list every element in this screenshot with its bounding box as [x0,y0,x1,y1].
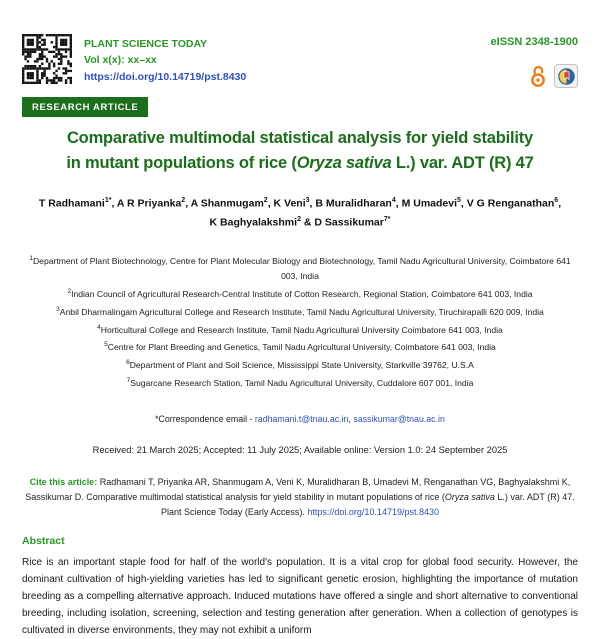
article-type-badge: RESEARCH ARTICLE [22,97,148,117]
affiliations-list [22,251,578,391]
volume-issue: Vol x(x): xx–xx [84,54,157,66]
eissn: eISSN 2348-1900 [490,36,578,48]
cite-text-before: Radhamani T, Priyanka AR, Shanmugam A, Veni K, Muralidharan B, Umadevi M, Renganathan VG, Baghyalakshmi K, Sassikumar D. Comparative multimodal statistical analysis for yield stability in mutant populations of rice ( [25,477,571,503]
affiliation-item: $^3$Anbil Dharmalingam Agricultural College and Research Institute, Tamil Nadu Agricultural University, Tiruchirapalli 620 009, India [56,305,544,317]
affiliation-item: $^4$Horticultural College and Research Institute, Tamil Nadu Agricultural University Coimbatore 641 003, India [97,323,503,335]
title-species-italic: Oryza sativa [296,154,392,172]
cite-doi-link[interactable]: https://doi.org/10.14719/pst.8430 [307,507,439,518]
title-line2-before: in mutant populations of rice ( [66,154,297,172]
author-name: A R Priyanka [116,197,182,210]
journal-name: PLANT SCIENCE TODAY [84,38,208,50]
affiliation-item: $^1$Department of Plant Biotechnology, Centre for Plant Molecular Biology and Biotechnology, Tamil Nadu Agricultural University, Coimbatore 641 003, India [29,255,571,281]
abstract-heading: Abstract [22,535,65,548]
cite-label: Cite this article: [29,477,100,488]
journal-meta [84,34,246,85]
correspondence-email-1[interactable]: radhamani.t@tnau.ac.in [254,414,349,425]
authors-line1: T Radhamani$^{1*}$, A R Priyanka$^2$, A Shanmugam$^2$, K Veni$^3$, B Muralidharan$^4$, M Umadevi$^5$, V G Renganathan$^6$, [38,197,562,210]
author-name: D Sassikumar [314,216,384,228]
author-name: A Shanmugam [190,197,264,210]
open-access-icon [529,64,547,88]
author-affiliation-sup: 3 [305,197,310,204]
author-affiliation-sup: 6 [554,197,559,204]
authors-list [22,193,578,230]
header-icons [491,64,578,88]
author-affiliation-sup: 2 [297,215,301,223]
crossmark-icon[interactable] [554,64,578,88]
correspondence-email-2[interactable]: sassikumar@tnau.ac.in [353,414,445,425]
cite-text-after: L.) var. ADT (R) 47. Plant Science Today (Early Access). [160,492,575,518]
title-line1: Comparative multimodal statistical analysis for yield stability [66,129,534,147]
abstract-text: Rice is an important staple food for half of the world's population. It is a vital crop for global food security. However, the dominant cultivation of high-yielding varieties has led to significant genetic erosion, highlighting the importance of mutation breeding as a compelling alternative approach. Induced mutations have offered a single and short alternative to conventional breeding, including isolation, screening, selection and testing generation after generation. When a collection of genotypes is cultivated in diverse environments, they may not exhibit a uniform [22,557,578,637]
cite-species-italic: Oryza sativa [444,492,495,503]
affiliation-item: $^5$Centre for Plant Breeding and Genetics, Tamil Nadu Agricultural University, Coimbatore 641 003, India [104,341,496,353]
author-affiliation-sup: 2 [181,197,186,204]
affiliation-item: $^7$Sugarcane Research Station, Tamil Nadu Agricultural University, Cuddalore 607 001, India [126,377,474,389]
qr-code-icon [22,34,72,84]
author-name: V G Renganathan [466,197,555,210]
author-affiliation-sup: 1* [104,197,112,204]
journal-header [22,34,578,88]
affiliation-item: $^2$Indian Council of Agricultural Research-Central Institute of Cotton Research, Regional Station, Coimbatore 641 003, India [67,287,533,299]
correspondence-prefix: *Correspondence email - [155,414,255,425]
correspondence-line [22,414,578,424]
author-affiliation-sup: 7* [383,215,391,223]
author-name: K Baghyalakshmi [209,216,298,228]
authors-line2: K Baghyalakshmi$^2$ & D Sassikumar$^{7*}$ [209,215,391,228]
doi-link[interactable]: https://doi.org/10.14719/pst.8430 [84,71,247,83]
article-title [22,126,578,176]
author-name: K Veni [273,197,306,210]
author-affiliation-sup: 2 [263,197,268,204]
author-name: B Muralidharan [315,197,392,210]
correspondence-separator: , [348,414,354,425]
journal-header-right [491,34,578,88]
author-affiliation-sup: 5 [457,197,461,204]
article-dates: Received: 21 March 2025; Accepted: 11 July 2025; Available online: Version 1.0: 24 September 2025 [92,445,508,456]
title-line2-after: L.) var. ADT (R) 47 [391,154,534,172]
author-name: T Radhamani [38,197,105,210]
author-name: M Umadevi [401,197,458,210]
affiliation-item: $^6$Department of Plant and Soil Science, Mississippi State University, Starkville 39762, U.S.A [126,359,474,371]
citation-block [22,475,578,520]
author-affiliation-sup: 4 [391,197,396,204]
journal-header-left [22,34,246,85]
